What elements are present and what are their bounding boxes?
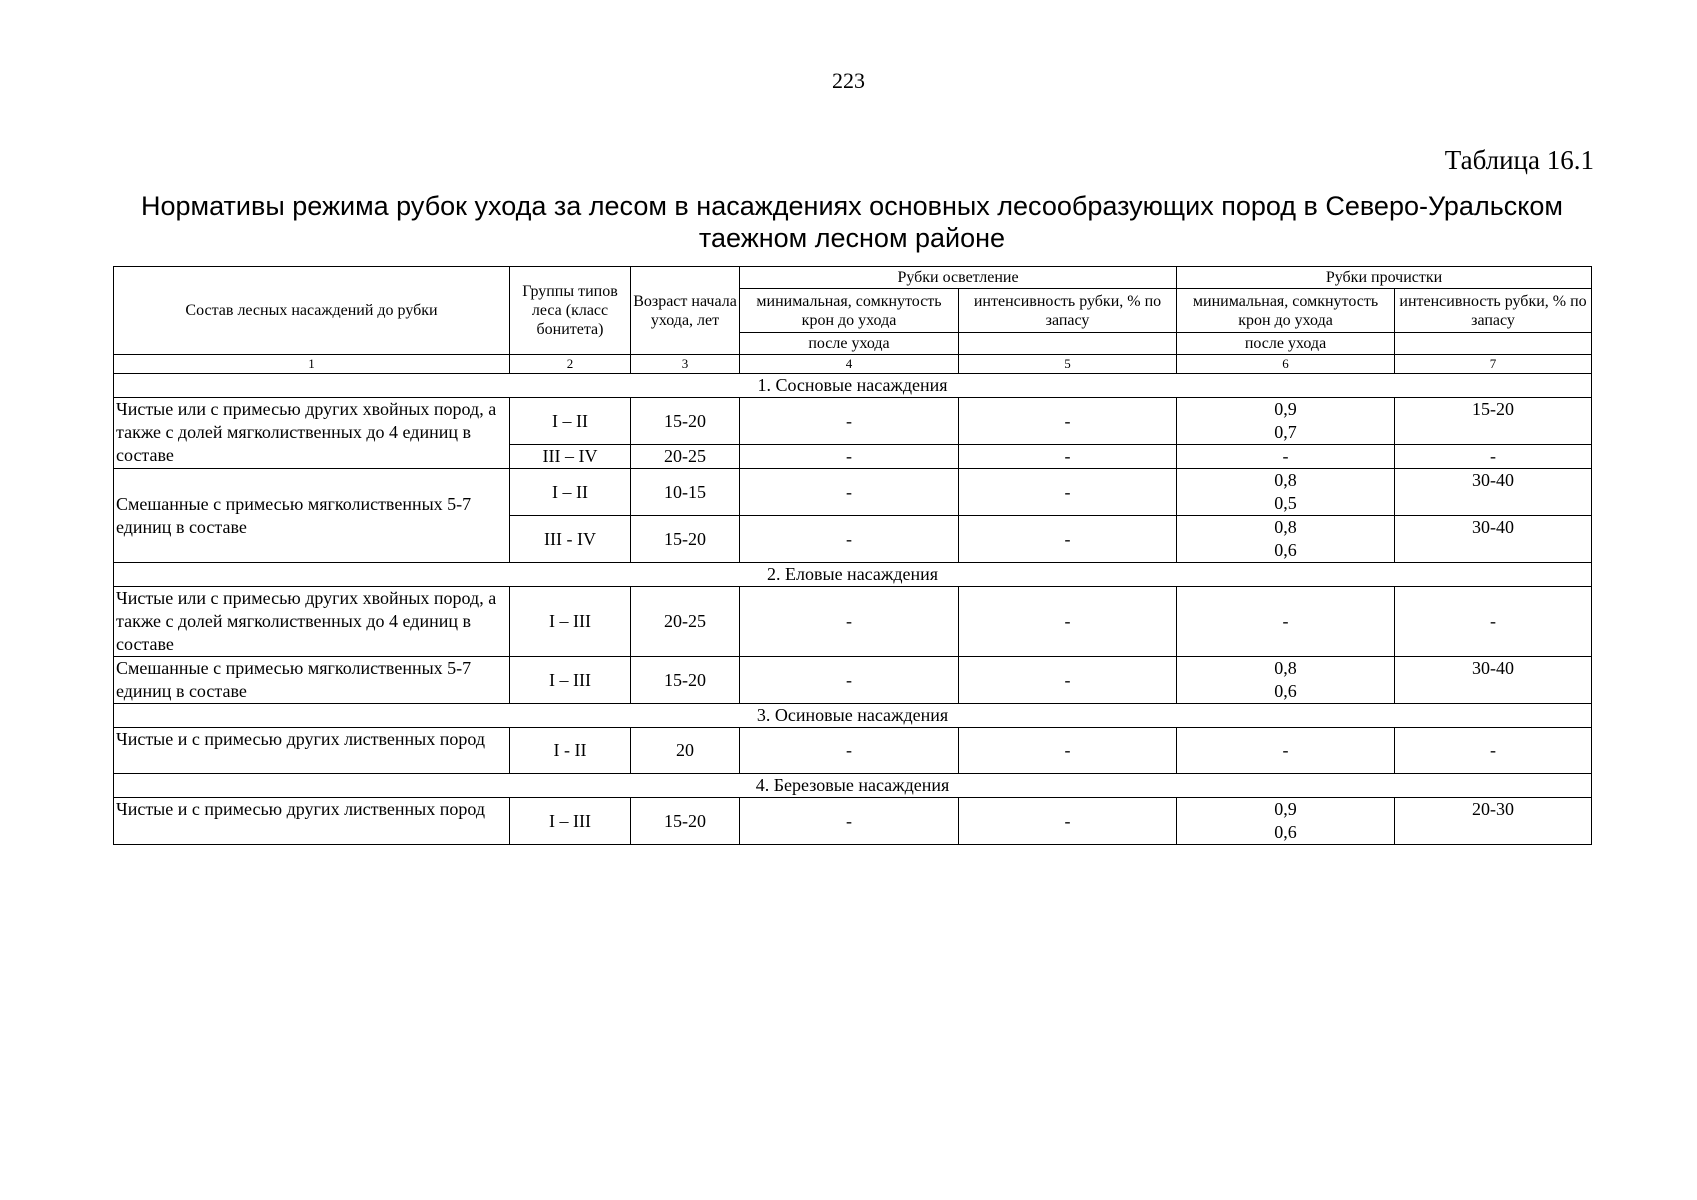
header-intensity-proch: интенсивность рубки, % по запасу xyxy=(1395,289,1592,333)
forest-group-cell: I – III xyxy=(510,657,631,704)
column-number: 1 xyxy=(114,355,510,374)
start-age-cell: 15-20 xyxy=(631,398,740,445)
proch-intensity-cell: - xyxy=(1395,445,1592,469)
proch-intensity-cell: 15-20 xyxy=(1395,398,1592,445)
column-number: 6 xyxy=(1177,355,1395,374)
composition-cell: Смешанные с примесью мягколиственных 5-7 единиц в составе xyxy=(114,469,510,563)
proch-density-cell xyxy=(1177,798,1395,845)
start-age-cell: 20-25 xyxy=(631,587,740,657)
composition-cell: Смешанные с примесью мягколиственных 5-7 единиц в составе xyxy=(114,657,510,704)
section-birch xyxy=(114,774,1592,845)
density-after: 0,7 xyxy=(1274,422,1297,442)
density-after: 0,6 xyxy=(1274,540,1297,560)
section-title: 3. Осиновые насаждения xyxy=(114,704,1592,728)
column-number: 4 xyxy=(740,355,959,374)
header-empty-cell xyxy=(959,333,1177,355)
osv-intensity-cell: - xyxy=(959,469,1177,516)
header-after-care-proch: после ухода xyxy=(1177,333,1395,355)
page-number: 223 xyxy=(832,68,865,93)
start-age-cell: 15-20 xyxy=(631,657,740,704)
proch-density-cell: - xyxy=(1177,728,1395,774)
column-number: 5 xyxy=(959,355,1177,374)
osv-density-cell: - xyxy=(740,657,959,704)
osv-intensity-cell: - xyxy=(959,657,1177,704)
header-after-care-osv: после ухода xyxy=(740,333,959,355)
header-min-density-osv: минимальная, сомкнутость крон до ухода xyxy=(740,289,959,333)
composition-cell: Чистые и с примесью других лиственных пород xyxy=(114,728,510,774)
forest-group-cell: I – II xyxy=(510,398,631,445)
density-before: 0,8 xyxy=(1274,658,1297,678)
proch-intensity-cell: 20-30 xyxy=(1395,798,1592,845)
density-before: 0,8 xyxy=(1274,517,1297,537)
proch-intensity-cell: 30-40 xyxy=(1395,469,1592,516)
start-age-cell: 15-20 xyxy=(631,798,740,845)
header-min-density-proch: минимальная, сомкнутость крон до ухода xyxy=(1177,289,1395,333)
proch-intensity-cell: - xyxy=(1395,587,1592,657)
osv-density-cell: - xyxy=(740,798,959,845)
column-number: 7 xyxy=(1395,355,1592,374)
table-label: Таблица 16.1 xyxy=(1444,145,1594,175)
proch-density-cell: - xyxy=(1177,587,1395,657)
section-title: 2. Еловые насаждения xyxy=(114,563,1592,587)
header-composition: Состав лесных насаждений до рубки xyxy=(114,267,510,355)
proch-intensity-cell: - xyxy=(1395,728,1592,774)
header-forest-group: Группы типов леса (класс бонитета) xyxy=(510,267,631,355)
header-group-osvetlenie: Рубки осветление xyxy=(740,267,1177,289)
proch-intensity-cell: 30-40 xyxy=(1395,657,1592,704)
composition-cell: Чистые и с примесью других лиственных пород xyxy=(114,798,510,845)
start-age-cell: 20 xyxy=(631,728,740,774)
osv-density-cell: - xyxy=(740,398,959,445)
section-title: 4. Березовые насаждения xyxy=(114,774,1592,798)
header-start-age: Возраст начала ухода, лет xyxy=(631,267,740,355)
section-pine xyxy=(114,374,1592,563)
osv-intensity-cell: - xyxy=(959,398,1177,445)
density-before: 0,9 xyxy=(1274,399,1297,419)
density-before: 0,9 xyxy=(1274,799,1297,819)
density-before: 0,8 xyxy=(1274,470,1297,490)
osv-density-cell: - xyxy=(740,469,959,516)
osv-density-cell: - xyxy=(740,587,959,657)
density-after: 0,5 xyxy=(1274,493,1297,513)
osv-density-cell: - xyxy=(740,516,959,563)
proch-density-cell xyxy=(1177,657,1395,704)
osv-intensity-cell: - xyxy=(959,516,1177,563)
header-group-prochistki: Рубки прочистки xyxy=(1177,267,1592,289)
proch-intensity-cell: 30-40 xyxy=(1395,516,1592,563)
forest-group-cell: I – III xyxy=(510,587,631,657)
table-title: Нормативы режима рубок ухода за лесом в насаждениях основных лесообразующих пород в Северо-Уральском таежном лесном районе xyxy=(141,191,1563,253)
section-spruce xyxy=(114,563,1592,704)
density-after: 0,6 xyxy=(1274,681,1297,701)
norms-table xyxy=(113,266,1592,845)
osv-intensity-cell: - xyxy=(959,445,1177,469)
density-after: 0,6 xyxy=(1274,822,1297,842)
forest-group-cell: I – II xyxy=(510,469,631,516)
header-empty-cell xyxy=(1395,333,1592,355)
composition-cell: Чистые или с примесью других хвойных пород, а также с долей мягколиственных до 4 единиц в составе xyxy=(114,398,510,469)
forest-group-cell: III - IV xyxy=(510,516,631,563)
proch-density-cell xyxy=(1177,398,1395,445)
osv-density-cell: - xyxy=(740,445,959,469)
forest-group-cell: I – III xyxy=(510,798,631,845)
column-number: 2 xyxy=(510,355,631,374)
section-title: 1. Сосновые насаждения xyxy=(114,374,1592,398)
proch-density-cell xyxy=(1177,516,1395,563)
header-intensity-osv: интенсивность рубки, % по запасу xyxy=(959,289,1177,333)
start-age-cell: 10-15 xyxy=(631,469,740,516)
osv-intensity-cell: - xyxy=(959,587,1177,657)
start-age-cell: 20-25 xyxy=(631,445,740,469)
table-header xyxy=(114,267,1592,374)
osv-density-cell: - xyxy=(740,728,959,774)
composition-cell: Чистые или с примесью других хвойных пород, а также с долей мягколиственных до 4 единиц в составе xyxy=(114,587,510,657)
proch-density-cell: - xyxy=(1177,445,1395,469)
forest-group-cell: I - II xyxy=(510,728,631,774)
forest-group-cell: III – IV xyxy=(510,445,631,469)
column-number: 3 xyxy=(631,355,740,374)
proch-density-cell xyxy=(1177,469,1395,516)
section-aspen xyxy=(114,704,1592,774)
start-age-cell: 15-20 xyxy=(631,516,740,563)
osv-intensity-cell: - xyxy=(959,728,1177,774)
osv-intensity-cell: - xyxy=(959,798,1177,845)
